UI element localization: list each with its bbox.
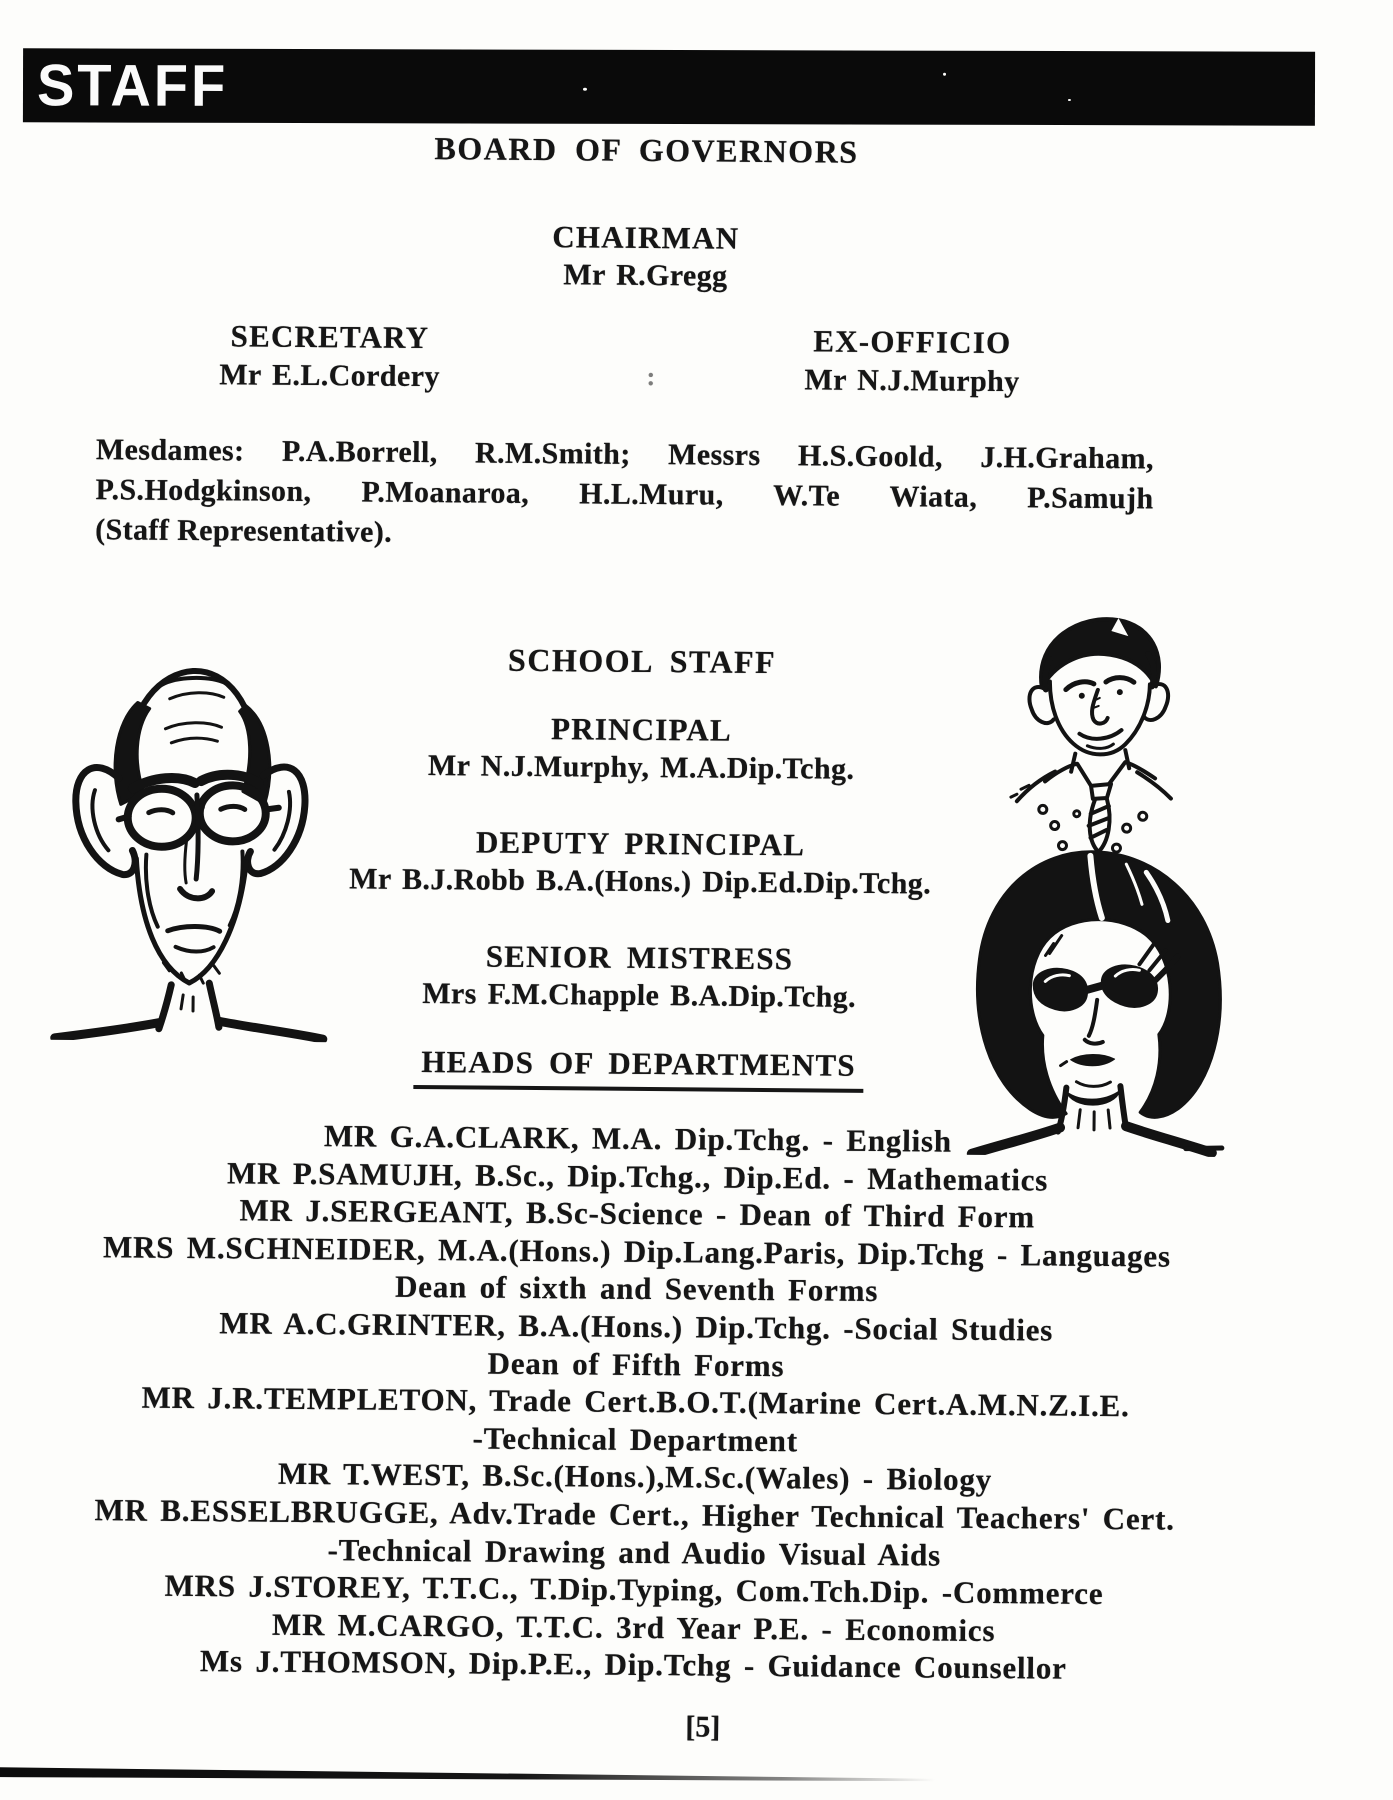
deputy-principal-name: Mr B.J.Robb B.A.(Hons.) Dip.Ed.Dip.Tchg. bbox=[349, 862, 932, 901]
heads-of-departments-title: HEADS OF DEPARTMENTS bbox=[413, 1044, 864, 1093]
principal-heading: PRINCIPAL bbox=[550, 711, 732, 748]
department-entry: MR G.A.CLARK, M.A. Dip.Tchg. - English bbox=[323, 1118, 953, 1159]
department-entry: -Technical Department bbox=[472, 1420, 799, 1459]
ex-officio-heading: EX-OFFICIO bbox=[813, 323, 1012, 361]
secretary-name: Mr E.L.Cordery bbox=[219, 358, 440, 394]
department-entry: Ms J.THOMSON, Dip.P.E., Dip.Tchg - Guidance Counsellor bbox=[199, 1643, 1067, 1686]
department-entry: -Technical Drawing and Audio Visual Aids bbox=[327, 1531, 942, 1573]
department-entry: MR A.C.GRINTER, B.A.(Hons.) Dip.Tchg. -Social Studies bbox=[219, 1305, 1054, 1348]
department-entry: MR B.ESSELBRUGGE, Adv.Trade Cert., Higher Technical Teachers' Cert. bbox=[94, 1492, 1175, 1537]
bottom-scan-line bbox=[0, 1766, 954, 1785]
caricature-woman-with-dark-glasses-illustration bbox=[948, 843, 1236, 1157]
caricature-elderly-man-with-glasses-illustration bbox=[47, 610, 336, 1042]
department-entry: MRS M.SCHNEIDER, M.A.(Hons.) Dip.Lang.Paris, Dip.Tchg - Languages bbox=[102, 1229, 1171, 1274]
caricature-man-with-striped-tie-illustration bbox=[998, 601, 1190, 858]
department-entry: MR J.R.TEMPLETON, Trade Cert.B.O.T.(Marine Cert.A.M.N.Z.I.E. bbox=[141, 1379, 1130, 1424]
department-entry: MR M.CARGO, T.T.C. 3rd Year P.E. - Economics bbox=[271, 1606, 996, 1648]
ex-officio-name: Mr N.J.Murphy bbox=[804, 363, 1020, 399]
department-entry: MR P.SAMUJH, B.Sc., Dip.Tchg., Dip.Ed. - Mathematics bbox=[226, 1154, 1049, 1198]
department-entry: MR J.SERGEANT, B.Sc-Science - Dean of Third Form bbox=[239, 1192, 1036, 1235]
stray-ink-mark: : bbox=[646, 361, 656, 392]
department-entry: Dean of Fifth Forms bbox=[487, 1345, 785, 1383]
secretary-heading: SECRETARY bbox=[230, 318, 430, 356]
deputy-principal-heading: DEPUTY PRINCIPAL bbox=[475, 824, 806, 863]
department-list bbox=[0, 1114, 1273, 1689]
department-entry: Dean of sixth and Seventh Forms bbox=[394, 1269, 879, 1309]
board-of-governors-title: BOARD OF GOVERNORS bbox=[434, 130, 859, 170]
board-members-paragraph bbox=[95, 433, 1154, 562]
board-members-line: Mesdames: P.A.Borrell, R.M.Smith; Messrs H.S.Goold, J.H.Graham, bbox=[95, 433, 1155, 476]
senior-mistress-heading: SENIOR MISTRESS bbox=[485, 938, 794, 977]
school-staff-title: SCHOOL STAFF bbox=[507, 641, 777, 681]
department-entry: MRS J.STOREY, T.T.C., T.Dip.Typing, Com.Tch.Dip. -Commerce bbox=[164, 1567, 1104, 1612]
principal-name: Mr N.J.Murphy, M.A.Dip.Tchg. bbox=[427, 749, 855, 786]
board-members-line: P.S.Hodgkinson, P.Moanaroa, H.L.Muru, W.Te Wiata, P.Samujh bbox=[95, 473, 1154, 516]
chairman-heading: CHAIRMAN bbox=[552, 219, 740, 256]
chairman-name: Mr R.Gregg bbox=[563, 258, 728, 293]
department-entry: MR T.WEST, B.Sc.(Hons.),M.Sc.(Wales) - Biology bbox=[277, 1456, 993, 1498]
senior-mistress-name: Mrs F.M.Chapple B.A.Dip.Tchg. bbox=[422, 977, 857, 1014]
board-members-line: (Staff Representative). bbox=[95, 513, 393, 549]
page-title: STAFF bbox=[36, 51, 229, 119]
page-number: [5] bbox=[685, 1710, 721, 1744]
